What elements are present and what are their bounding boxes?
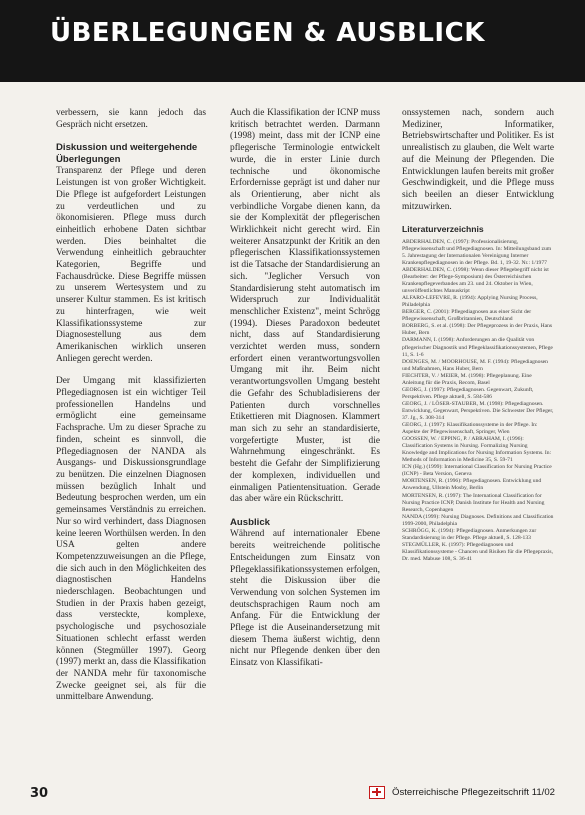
paragraph: Während auf internationaler Ebene bereits weitreichende politische Entscheidungen zum Einsatz von Pflegeklassifikationssystemen erfolgen, steht die Diskussion über die Verwendung von solchen Systemen im deutschsprachigen Raum noch am Anfang. Für die Entwicklung der Pflege ist die Auseinandersetzung mit diesem Thema äußerst wichtig, denn nicht nur Pflegende denken über den Einsatz von Klassifikati- (230, 529, 380, 669)
reference-list (402, 239, 554, 563)
text-column-3 (402, 108, 554, 563)
reference-entry: GOOSSEN, W. / EPPING, P. / ABRAHAM, I. (1996): Classification Systems in Nursing. Formalizing Nursing Knowledge and Implications for Nursing Information Systems. In: Methods of Information in Medicine 35, S. 59-71 (402, 436, 552, 464)
reference-entry: MORTENSEN, R. (1996): Pflegediagnosen. Entwicklung und Anwendung, Ullstein Mosby, Berlin (402, 478, 542, 492)
reference-entry: GEORG, J. (1997): Pflegediagnosen. Gegenwart, Zukunft, Perspektiven. Pflege aktuell, S. 584-586 (402, 386, 534, 400)
journal-name: Österreichische Pflegezeitschrift 11/02 (392, 787, 555, 798)
paragraph: Auch die Klassifikation der ICNP muss kritisch betrachtet werden. Darmann (1998) meint, dass mit der ICNP eine pflegerische Terminologie entwickelt wurde, die in erster Linie durch technische und ökonomische Erfordernisse geprägt ist und daher nur als Orientierung, aber nicht als verbindliche Vorgabe dienen kann, da sie der Komplexität der pflegerischen Wirklichkeit nicht gerecht wird. Ein weiterer Ansatzpunkt der Kritik an den pflegerischen Klassifikationssystemen ist die Tatsache der Standardisierung an sich. "Jeglicher Versuch von Standardisierung steht automatisch im Widerspruch zur Individualität menschlicher Existenz", meint Schrögg (1994). Dieses Paradoxon bedeutet nicht, dass auf Standardisierung verzichtet werden muss, sondern erfordert einen verantwortungsvollen Umgang mit ihr. Beim nicht verantwortungsvollen Umgang besteht die Gefahr des Schubladisierens der Patienten durch vorschnelles Etikettieren mit Diagnosen. Klammert man sich zu sehr an standardisierte, vorgefertigte Muster, ist die Wahrnehmung eingeschränkt. Es besteht die Gefahr der Simplifizierung der komplexen, individuellen und einmaligen Patientensituation. Gerade das aber wäre ein Rückschritt. (230, 108, 380, 505)
text-column-1 (56, 108, 206, 715)
page-number: 30 (30, 786, 49, 801)
text-column-2 (230, 108, 380, 681)
reference-entry: GEORG, J. (1997): Klassifikationssysteme in der Pflege. In: Aspekte der Pflegewissenschaft, Springer, Wien (402, 422, 538, 436)
reference-entry: ABDERHALDEN, C. (1998): Wenn dieser Pflegebegriff nicht ist (Bearbeiter: der Pflege-Symposium) des Österreichischen Krankenpflegeverbandes am 23. und 24. Oktober in Wien, unveröffentlichtes Manuskript (402, 267, 549, 295)
reference-entry: BORBERG, S. et al. (1998): Der Pflegeprozess in der Praxis, Hans Huber, Bern (402, 323, 553, 337)
red-cross-logo-icon (369, 786, 385, 799)
reference-entry: BERGER, C. (2001): Pflegediagnosen aus einer Sicht der Pflegewissenschaft, Großbritannien, Deutschland (402, 309, 532, 323)
page-footer (0, 784, 585, 815)
page-header (0, 0, 585, 82)
reference-entry: ALFARO-LEFEVRE, R. (1994): Applying Nursing Process, Philadelphia (402, 295, 538, 309)
section-title: ÜBERLEGUNGEN & AUSBLICK (50, 18, 485, 48)
paragraph: Der Umgang mit klassifizierten Pflegediagnosen ist ein wichtiger Teil professionellen Handelns und ermöglicht eine gemeinsame Fachsprache. Um zu dieser Sprache zu finden, scheint es sinnvoll, die Pflegediagnosen der NANDA als Ausgangs- und Diskussionsgrundlage zu benützen. Die einzelnen Diagnosen müssen bezüglich Inhalt und Bedeutung besprochen werden, um ein gemeinsames Verständnis zu erreichen. Nur so wird verhindert, dass Diagnosen keine leeren Worthülsen werden. In den USA gelten andere Kompetenzzuweisungen an die Pflege, die sich auch in den Möglichkeiten des diagnostischen Handelns niederschlagen. Beobachtungen und Studien in der Praxis haben gezeigt, dass versteckte, komplexe, psychologische und psychosoziale Situationen schlecht erfasst werden können (Stegmüller 1997). Georg (1997) merkt an, dass die Klassifikation der NANDA mehr für taxonomische Zwecke geeignet sei, als für die unmittelbare Anwendung. (56, 376, 206, 703)
paragraph: onssystemen nach, sondern auch Mediziner, Informatiker, Betriebswirtschafter und Politiker. Es ist unrealistisch zu glauben, die Welt warte auf die Meinung der Pflegenden. Die Entwicklungen laufen bereits mit großer Geschwindigkeit, und die Pflege muss sich beeilen an dieser Entwicklung mitzuwirken. (402, 108, 554, 212)
reference-entry: DOENGES, M. / MOORHOUSE, M. F. (1994): Pflegediagnosen und Maßnahmen, Hans Huber, Bern (402, 358, 548, 372)
section-heading: Ausblick (230, 516, 270, 528)
reference-entry: FIECHTER, V. / MEIER, M. (1998): Pflegeplanung. Eine Anleitung für die Praxis, Recom, Basel (402, 372, 532, 386)
reference-entry: STEGMÜLLER, K. (1997): Pflegediagnosen und Klassifikationssysteme - Chancen und Risiken für die Pflegepraxis, Dr. med. Mabuse 108, S. 36-41 (402, 541, 554, 562)
reference-entry: ABDERHALDEN, C. (1997): Professionalisierung, Pflegewissenschaft und Pflegediagnosen. In: Mitteilungsband zum 5. Jahrestagung der Internationalen Vereinigung Interner Krankenpflegediagnosen in der Pflege. Bd. 1, 19-32. Nr.: 1/1977 (402, 238, 552, 266)
paragraph: Transparenz der Pflege und deren Leistungen ist von großer Wichtigkeit. Die Pflege ist aufgefordert Leistungen zu verdeutlichen und zu ökonomisieren. Pflege muss durch einheitlich erhobene Daten sichtbar werden. Dies beinhaltet die Verwendung einheitlich gebrauchter Kategorien, Begriffe und Fachausdrücke. Diese Begriffe müssen zu unserem Wertesystem und zu unserer Kultur stammen. Es ist kritisch zu hinterfragen, wie weit Klassifikationssysteme zur Diagnosestellung aus dem Amerikanischen wirklich unseren Anliegen gerecht werden. (56, 166, 206, 364)
reference-entry: ICN (Hg.) (1999): International Classification for Nursing Practice (ICNP) - Beta Version, Geneva (402, 464, 552, 478)
reference-entry: SCHRÖGG, K. (1994): Pflegediagnosen. Anmerkungen zur Standardisierung in der Pflege. Pflege aktuell, S. 128-133 (402, 527, 537, 541)
paragraph: verbessern, sie kann jedoch das Gespräch nicht ersetzen. (56, 108, 206, 130)
reference-entry: DARMANN, I. (1998): Anforderungen an die Qualität von pflegerischer Diagnostik und Pflegeklassifikationssystemen, Pflege 11, S. 1-6 (402, 337, 553, 358)
reference-entry: MORTENSEN, R. (1997): The International Classification for Nursing Practice ICNP, Danish Institute for Health and Nursing Research, Copenhagen (402, 492, 545, 513)
section-heading: Diskussion und weitergehende Überlegungen (56, 142, 198, 165)
reference-entry: GEORG, J. / LÖSER-STAUBER, M. (1998): Pflegediagnosen. Entwicklung, Gegenwart, Perspektiven. Die Schwester Der Pfleger, 37. Jg., S. 308-314 (402, 400, 554, 421)
references-heading: Literaturverzeichnis (402, 224, 484, 235)
reference-entry: NANDA (1999): Nursing Diagnoses. Definitions and Classification 1999-2000, Philadelphia (402, 513, 554, 527)
